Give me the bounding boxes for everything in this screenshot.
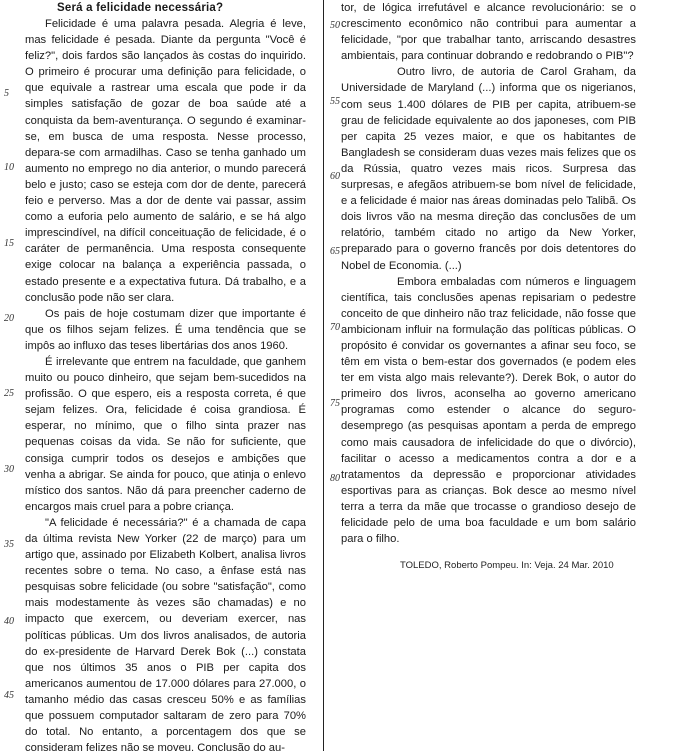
paragraph-6: Outro livro, de autoria de Carol Graham, da Universidade de Maryland (...) informa que os nigerianos, com seus 1.400 dólares de PIB per capita, atribuem-se grau de felicidade equivalente ao dos japoneses, com PIB per capita 25 vezes maior, e que os habitantes de Bangladesh se consideram duas vezes mais felizes que os da Rússia, quatro vezes mais ricos. Surpresa das surpresas, e afegãos atribuem-se bom nível de felicidade, e a felicidade é maior nas áreas dominadas pelo Talibã. Os dois livros vão na mesma direção das conclusões de um relatório, também citado no artigo da New Yorker, preparado para o governo francês por dois detentores do Nobel de Economia. (...) (341, 66, 636, 272)
line-number: 40 (4, 616, 14, 627)
paragraph-2: Os pais de hoje costumam dizer que importante é que os filhos sejam felizes. É uma tendência que se impôs ao influxo das teses libertárias dos anos 1960. (25, 307, 306, 352)
paragraph-7: Embora embaladas com números e linguagem científica, tais conclusões apenas repisariam o pedestre conceito de que dinheiro não traz felicidade, não fosse que ambicionam influir na formulação das políticas públicas. O propósito é convidar os governantes a afinar seu foco, se têm em vista o bem-estar dos governados (e podem eles ter em vista algo mais relevante?). Derek Bok, o autor do primeiro dos livros, aconselha ao governo americano programas como estender o alcance do seguro-desemprego (as pesquisas apontam a perda de emprego como mais causadora de infelicidade do que o divórcio), facilitar o acesso a medicamentos contra a dor e a tratamentos da depressão e proporcionar atividades esportivas para as crianças. Bok desce ao mesmo nível terra a terra da mãe que trocasse o grandioso desejo de felicidade pelo de uma boa faculdade e um bom salário para o filho. (341, 275, 636, 546)
line-number: 25 (4, 388, 14, 399)
paragraph-5: tor, de lógica irrefutável e alcance revolucionário: se o crescimento econômico não contribui para aumentar a felicidade, "por que trabalhar tanto, arriscando desastres ambientais, para continuar dobrando e redobrando o PIB"? (341, 2, 636, 63)
line-number: 50 (330, 20, 340, 31)
bibliographic-reference: TOLEDO, Roberto Pompeu. In: Veja. 24 Mar. 2010 (400, 560, 614, 571)
line-number: 60 (330, 171, 340, 182)
line-number: 45 (4, 690, 14, 701)
line-number: 55 (330, 96, 340, 107)
line-number: 80 (330, 473, 340, 484)
line-number: 30 (4, 464, 14, 475)
line-number: 20 (4, 313, 14, 324)
line-number: 65 (330, 246, 340, 257)
paragraph-3: É irrelevante que entrem na faculdade, que ganhem muito ou pouco dinheiro, que sejam bem-sucedidos na profissão. O que espero, eis a resposta correta, é que sejam felizes. Ora, felicidade é coisa grandiosa. É esperar, no mínimo, que o filho sinta prazer nas pequenas coisas da vida. Se não for suficiente, que consiga cumprir todos os desejos e ambições que venha a abrigar. Se ainda for pouco, que atinja o enlevo místico dos santos. Não dá para preencher caderno de encargos mais cruel para a pobre criança. (25, 355, 306, 513)
line-number: 75 (330, 398, 340, 409)
left-column (25, 0, 306, 756)
paragraph-1: Felicidade é uma palavra pesada. Alegria é leve, mas felicidade é pesada. Diante da pergunta "Você é feliz?", dois fardos são lançados às costas do inquirido. O primeiro é procurar uma definição para felicidade, o que equivale a rastrear uma escala que pode ir da simples satisfação de gozar de boa saúde até a conquista da bem-aventurança. O segundo é examinar-se, em busca de uma resposta. Nesse processo, depara-se com armadilhas. Caso se tenha ganhado um aumento no emprego no dia anterior, o mundo parecerá belo e justo; caso se esteja com dor de dente, parecerá feio e perverso. Mas a dor de dente vai passar, assim como a euforia pelo aumento de salário, e se há algo imprescindível, na difícil conceituação de felicidade, é o caráter de permanência. Uma resposta consequente exige colocar na balança a experiência passada, o estado presente e a expectativa futura. Dá trabalho, e a conclusão pode não ser clara. (25, 18, 306, 304)
line-number: 70 (330, 322, 340, 333)
line-number: 15 (4, 238, 14, 249)
line-number: 10 (4, 162, 14, 173)
column-divider (323, 0, 324, 751)
line-number: 5 (4, 88, 9, 99)
line-number: 35 (4, 539, 14, 550)
article-title: Será a felicidade necessária? (57, 2, 224, 14)
paragraph-4: "A felicidade é necessária?" é a chamada de capa da última revista New Yorker (22 de março) para um artigo que, assinado por Elizabeth Kolbert, analisa livros recentes sobre o tema. No caso, a ênfase está nas pesquisas sobre felicidade (ou sobre "satisfação", como mais modestamente às vezes são chamadas) e no impacto que exercem, ou deveriam exercer, nas políticas públicas. Um dos livros analisados, de autoria do ex-presidente de Harvard Derek Bok (...) constata que nos últimos 35 anos o PIB per capita dos americanos aumentou de 17.000 dólares para 27.000, o tamanho médio das casas cresceu 50% e as famílias que possuem computador saltaram de zero para 70% do total. No entanto, a porcentagem dos que se consideram felizes não se moveu. Conclusão do au- (25, 516, 306, 755)
right-column (341, 0, 636, 547)
